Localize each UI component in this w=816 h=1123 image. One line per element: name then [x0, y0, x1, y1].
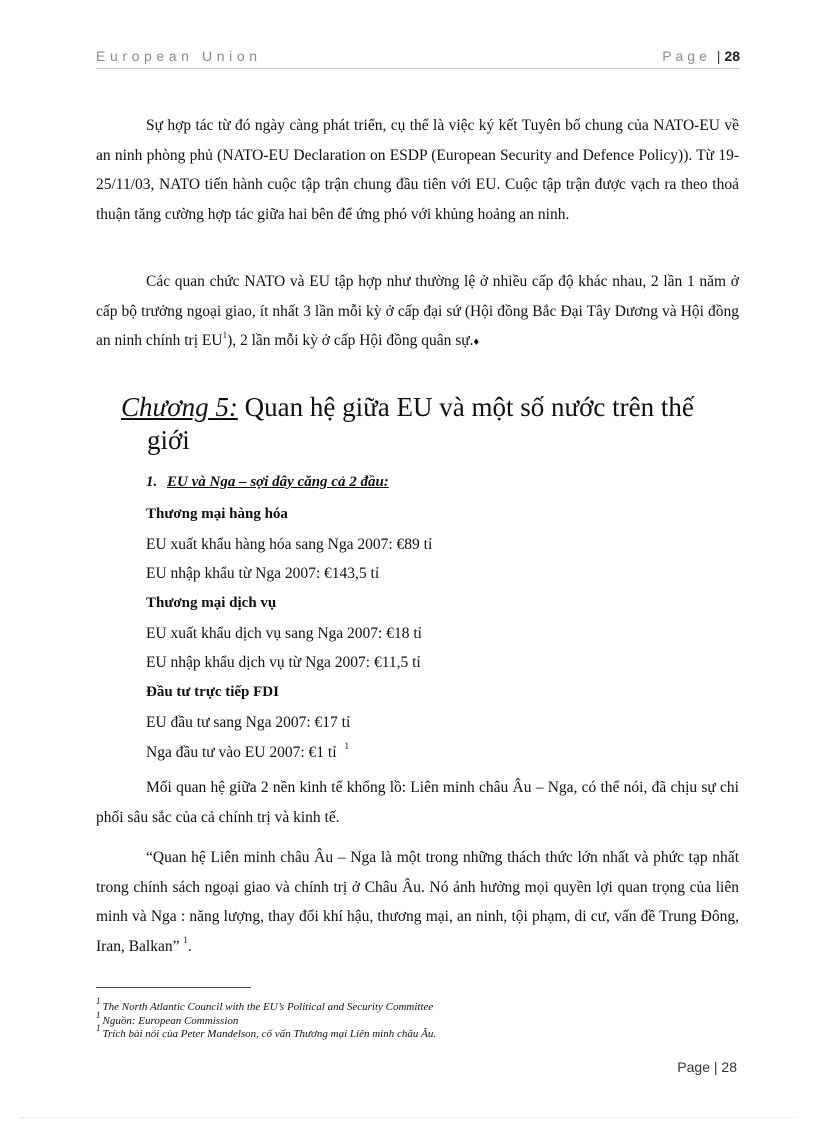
paragraph-text: ), 2 lần mỗi kỳ ở cấp Hội đồng quân sự. — [227, 332, 474, 349]
stats-text: Thương mại hàng hóa — [146, 506, 288, 522]
stats-subheading — [146, 678, 746, 708]
footer-page-separator: | — [713, 1059, 718, 1075]
footnote-divider — [96, 987, 251, 988]
footnotes — [96, 996, 736, 1042]
stats-text: Nga đầu tư vào EU 2007: €1 tỉ — [146, 743, 337, 761]
footnote-ref: 1 — [222, 329, 228, 340]
section-number: 1. — [146, 474, 158, 490]
stats-subheading — [146, 500, 746, 530]
paragraph-nato-eu-meetings — [96, 267, 739, 358]
footer-page-label: Page — [677, 1059, 710, 1075]
footnote-mark: 1 — [96, 1009, 101, 1020]
paragraph-economic-relation: Mối quan hệ giữa 2 nền kinh tế khổng lồ: Liên minh châu Âu – Nga, có thể nói, đã chịu sự chi phối sâu sắc của cả chính trị và kinh tế. — [96, 779, 739, 826]
footnote-item — [96, 1009, 736, 1029]
section-heading — [146, 474, 389, 491]
stats-text: EU đầu tư sang Nga 2007: €17 tỉ — [146, 713, 351, 731]
header-page-indicator — [662, 48, 740, 64]
footnote-text: Nguồn: European Commission — [102, 1014, 239, 1027]
chapter-title-line-1: Quan hệ giữa EU và một số nước trên thế — [244, 392, 694, 422]
paragraph-nato-eu-cooperation: Sự hợp tác từ đó ngày càng phát triển, cụ thể là việc ký kết Tuyên bố chung của NATO-EU về an ninh phòng phủ (NATO-EU Declaration on ESDP (European Security and Defence Policy)). Từ 19-25/11/03, NATO tiến hành cuộc tập trận chung đầu tiên với EU. Cuộc tập trận được vạch ra theo thoả thuận tăng cường hợp tác giữa hai bên để ứng phó với khủng hoảng an ninh. — [96, 117, 739, 223]
stats-text: Thương mại dịch vụ — [146, 595, 277, 612]
footnote-text: The North Atlantic Council with the EU’s Political and Security Committee — [102, 1001, 434, 1013]
stats-text: EU nhập khẩu dịch vụ từ Nga 2007: €11,5 tỉ — [146, 654, 421, 672]
stats-line — [146, 648, 746, 678]
stats-line — [146, 708, 746, 738]
stats-text: EU nhập khẩu từ Nga 2007: €143,5 tỉ — [146, 565, 380, 583]
end-mark-icon: ♦ — [473, 336, 480, 348]
footnote-ref: 1 — [183, 935, 188, 946]
stats-line — [146, 530, 746, 560]
page-bottom-edge — [20, 1117, 796, 1118]
chapter-label: Chương 5: — [121, 392, 238, 422]
footer-page-indicator — [677, 1059, 737, 1075]
paragraph-text: “Quan hệ Liên minh châu Âu – Nga là một trong những thách thức lớn nhất và phức tạp nhất trong chính sách ngoại giao và chính trị ở Châu Âu. Nó ảnh hưởng mọi quyền lợi quan trọng của liên minh và Nga : năng lượng, thay đổi khí hậu, thương mại, an ninh, tội phạm, di cư, vấn đề Trung Đông, Iran, Balkan” — [96, 849, 739, 955]
footnote-item — [96, 996, 736, 1015]
page-header — [96, 46, 740, 69]
stats-line — [146, 559, 746, 589]
stats-text: EU xuất khẩu hàng hóa sang Nga 2007: €89 tỉ — [146, 535, 433, 553]
header-page-number: 28 — [724, 48, 740, 64]
stats-text: Đầu tư trực tiếp FDI — [146, 684, 279, 701]
paragraph-end: . — [187, 937, 192, 955]
stats-subheading — [146, 589, 746, 619]
footnote-text: Trích bài nói của Peter Mandelson, cố vấn Thương mại Liên minh châu Âu. — [102, 1028, 437, 1040]
trade-stats-list — [146, 500, 746, 767]
chapter-title-line-2: giới — [147, 425, 190, 455]
stats-text: EU xuất khẩu dịch vụ sang Nga 2007: €18 tỉ — [146, 624, 422, 642]
footnote-mark: 1 — [96, 1023, 101, 1034]
section-title: EU và Nga – sợi dây căng cả 2 đầu: — [167, 474, 389, 490]
footnote-item — [96, 1023, 736, 1042]
stats-line — [146, 619, 746, 649]
stats-line — [146, 738, 746, 768]
footer-page-number: 28 — [721, 1059, 737, 1075]
footnote-ref: 1 — [344, 741, 349, 752]
header-page-label: Page — [662, 48, 711, 64]
paragraph-quote-mandelson — [96, 843, 739, 961]
chapter-heading — [121, 391, 741, 457]
paragraph-text: Các quan chức NATO và EU tập hợp như thường lệ ở nhiều cấp độ khác nhau, 2 lần 1 năm ở cấp bộ trưởng ngoại giao, ít nhất 3 lần mỗi kỳ ở cấp đại sứ (Hội đồng Bắc Đại Tây Dương và Hội đồng an ninh chính trị EU — [96, 273, 739, 349]
header-page-separator: | — [716, 48, 721, 64]
footnote-mark: 1 — [96, 996, 101, 1007]
header-title: European Union — [96, 48, 262, 64]
